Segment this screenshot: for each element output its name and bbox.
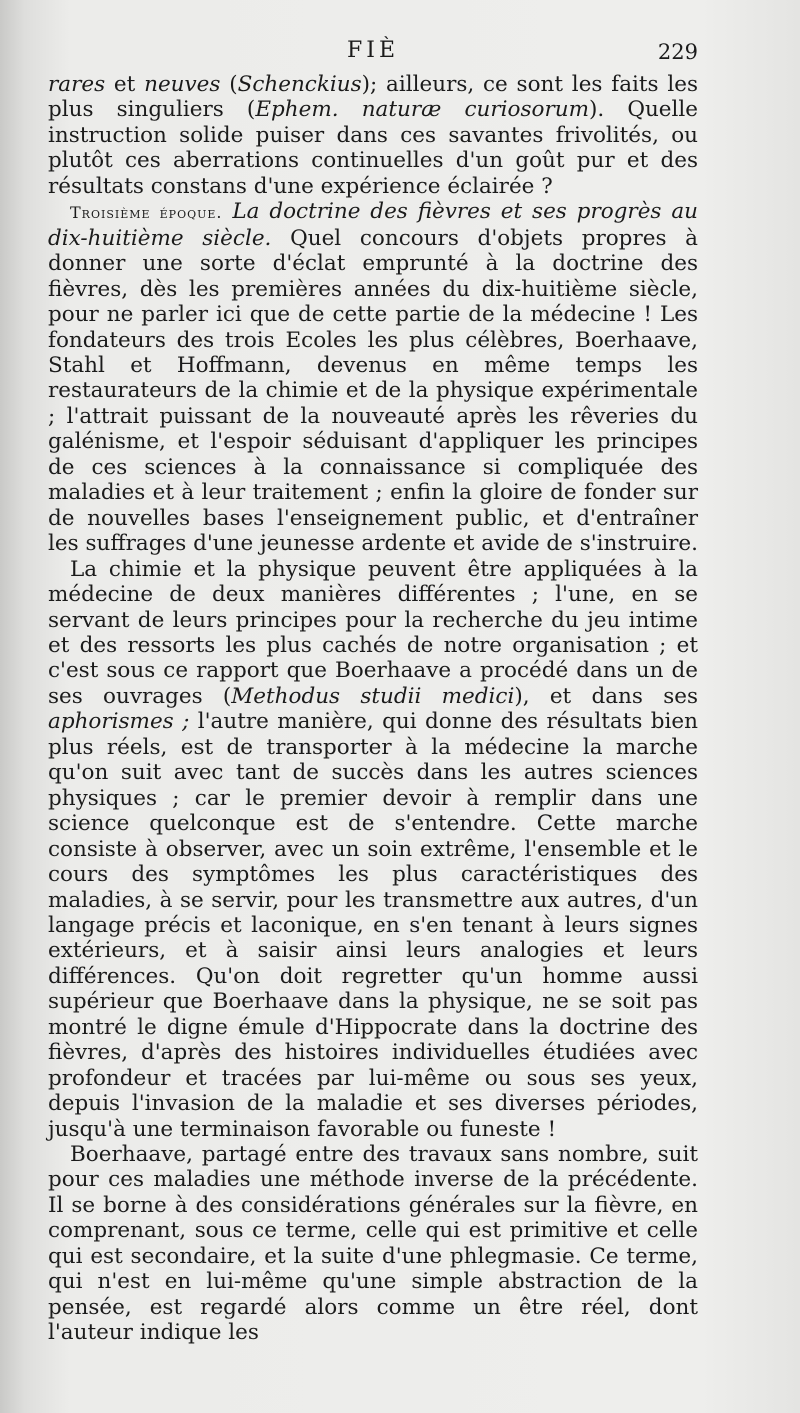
text-span: rares <box>48 72 106 97</box>
section-paragraph <box>48 199 698 556</box>
text-span: aphorismes ; <box>48 709 190 735</box>
paragraph-continuation <box>48 72 698 199</box>
body-text <box>48 72 698 1346</box>
running-title: FIÈ <box>346 38 399 63</box>
text-span: neuves <box>144 72 221 97</box>
text-span: Methodus studii medici <box>231 683 515 709</box>
text-span: Schenckius <box>237 72 362 97</box>
text-span: Ephem. naturæ curiosorum <box>255 97 589 123</box>
section-heading: Troisième époque. <box>70 203 223 223</box>
text-span: La chimie et la physique peuvent être appliquées à la médecine de deux manières différentes ; l'une, en se servant de leurs principes pour la recherche du jeu intime et des ressorts les plus cachés de notre organisation ; et c'est sous ce rapport que Boerhaave a procédé dans un de ses ouvrages ( <box>48 556 698 709</box>
text-span: ); ailleurs, ce sont les faits les plus singuliers ( <box>48 72 698 123</box>
text-span: ). Quelle instruction solide puiser dans ces savantes frivolités, ou plutôt ces aberrations continuelles d'un goût pur et des résultats constans d'une expérience éclairée ? <box>48 97 698 199</box>
paragraph: Boerhaave, partagé entre des travaux sans nombre, suit pour ces maladies une méthode inverse de la précédente. Il se borne à des considérations générales sur la fièvre, en comprenant, sous ce terme, celle qui est primitive et celle qui est secondaire, et la suite d'une phlegmasie. Ce terme, qui n'est en lui-même qu'une simple abstraction de la pensée, est regardé alors comme un être réel, dont l'auteur indique les <box>48 1142 698 1346</box>
text-span: ( <box>220 72 238 97</box>
running-head <box>48 38 698 68</box>
page-number: 229 <box>657 40 698 64</box>
text-span: ), et dans ses <box>514 683 698 709</box>
section-title: La doctrine des fièvres et ses progrès au dix-huitième siècle. <box>48 199 698 251</box>
text-span: et <box>105 72 145 97</box>
text-span: l'autre manière, qui donne des résultats bien plus réels, est de transporter à la médecine la marche qu'on suit avec tant de succès dans les autres sciences physiques ; car le premier devoir à remplir dans une science quelconque est de s'entendre. Cette marche consiste à observer, avec un soin extrême, l'ensemble et le cours des symptômes les plus caractéristiques des maladies, à se servir, pour les transmettre aux autres, d'un langage précis et laconique, en s'en tenant à leurs signes extérieurs, et à saisir ainsi leurs analogies et leurs différences. Qu'on doit regretter qu'un homme aussi supérieur que Boerhaave dans la physique, ne se soit pas montré le digne émule d'Hippocrate dans la doctrine des fièvres, d'après des histoires individuelles étudiées avec profondeur et tracées par lui-même ou sous ses yeux, depuis l'invasion de la maladie et ses diverses périodes, jusqu'à une terminaison favorable ou funeste ! <box>48 709 698 1142</box>
text-span: Quel concours d'objets propres à donner une sorte d'éclat emprunté à la doctrine des fièvres, dès les premières années du dix-huitième siècle, pour ne parler ici que de cette partie de la médecine ! Les fondateurs des trois Ecoles les plus célèbres, Boerhaave, Stahl et Hoffmann, devenus en même temps les restaurateurs de la chimie et de la physique expérimentale ; l'attrait puissant de la nouveauté après les rêveries du galénisme, et l'espoir séduisant d'appliquer les principes de ces sciences à la connaissance si compliquée des maladies et à leur traitement ; enfin la gloire de fonder sur de nouvelles bases l'enseignement public, et d'entraîner les suffrages d'une jeunesse ardente et avide de s'instruire. <box>48 225 699 557</box>
paragraph <box>48 557 698 1142</box>
